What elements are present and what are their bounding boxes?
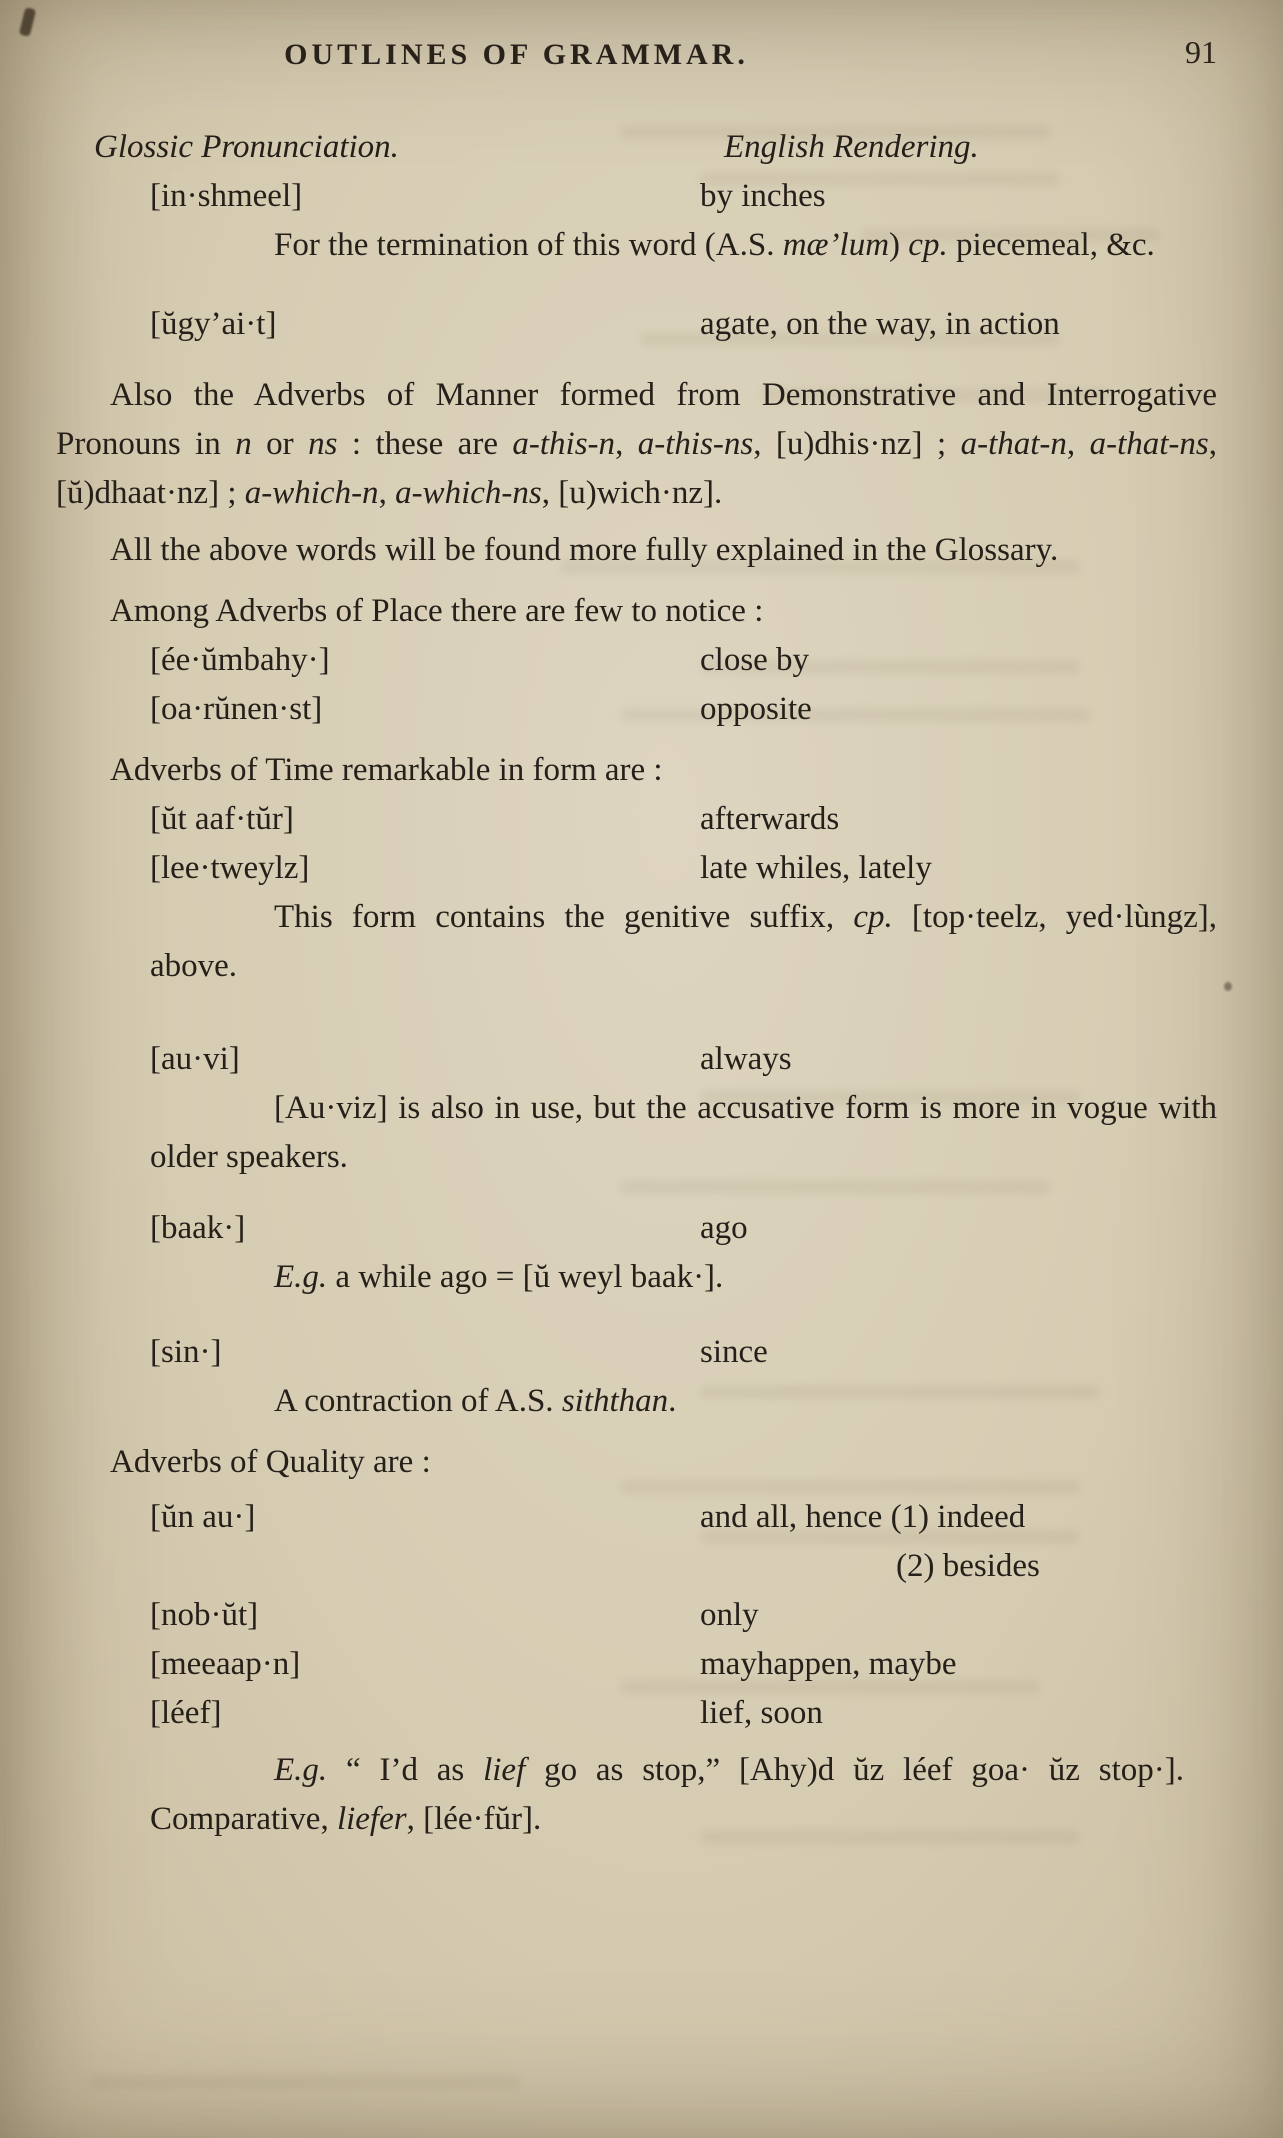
paragraph-adverbs-of-quality: Adverbs of Quality are : <box>110 1444 431 1480</box>
glossic-term: [nob·ŭt] <box>150 1597 259 1633</box>
entry-row-leef <box>56 1689 1217 1738</box>
glossic-term: [au·vi] <box>150 1041 240 1077</box>
glossic-term: [ŭgy’ai·t] <box>150 306 277 342</box>
glossic-term: [oa·rŭnen·st] <box>150 691 323 727</box>
english-rendering: ago <box>700 1210 748 1246</box>
note-auviz: [Au·viz] is also in use, but the accusative form is more in vogue with older speakers. <box>150 1090 1217 1175</box>
english-rendering: close by <box>700 642 810 678</box>
note-genitive-suffix: This form contains the genitive suffix, cp. [top·teelz, yed·lùngz], above. <box>150 899 1218 984</box>
paragraph-adverbs-of-place: Among Adverbs of Place there are few to notice : <box>110 593 764 629</box>
glossic-term: [ŭt aaf·tŭr] <box>150 801 294 837</box>
column-headings <box>56 123 1217 172</box>
entry-row-meeaapn <box>56 1640 1217 1689</box>
paragraph-adverbs-of-manner: Also the Adverbs of Manner formed from Demonstrative and Interrogative Pronouns in n or ns : these are a-this-n, a-this-ns, [u)dhis·nz] ; a-that-n, a-that-ns, [ŭ)dhaat·nz] ; a-which-n, a-which-ns, [u)wich·nz]. <box>56 377 1218 511</box>
glossic-term: [léef] <box>150 1695 222 1731</box>
english-rendering: mayhappen, maybe <box>700 1646 957 1682</box>
english-rendering: by inches <box>700 178 826 214</box>
entry-row-auvi <box>56 1035 1217 1084</box>
ink-dot <box>1224 982 1232 991</box>
glossic-term: [baak·] <box>150 1210 246 1246</box>
running-head <box>56 34 1217 75</box>
entry-row-utaaftur <box>56 795 1217 844</box>
note-contraction: A contraction of A.S. siththan. <box>274 1383 677 1419</box>
english-column-heading: English Rendering. <box>724 129 979 165</box>
english-rendering: opposite <box>700 691 812 727</box>
glossic-term: [ée·ŭmbahy·] <box>150 642 330 678</box>
entry-row-baak <box>56 1204 1217 1253</box>
english-rendering: since <box>700 1334 768 1370</box>
english-rendering: agate, on the way, in action <box>700 306 1060 342</box>
glossic-term: [lee·tweylz] <box>150 850 310 886</box>
english-rendering: only <box>700 1597 759 1633</box>
glossic-column-heading: Glossic Pronunciation. <box>94 129 399 165</box>
entry-row-unau <box>56 1493 1217 1591</box>
english-rendering: lief, soon <box>700 1695 823 1731</box>
english-rendering: always <box>700 1041 792 1077</box>
page-title: OUTLINES OF GRAMMAR. <box>284 38 749 71</box>
english-rendering-line2: (2) besides <box>896 1548 1040 1584</box>
note-example-lief: E.g. “ I’d as lief go as stop,” [Ahy)d ŭz léef goa· ŭz stop·]. Comparative, liefer, [lée·fŭr]. <box>150 1752 1217 1837</box>
entry-row-inshmeel <box>56 172 1217 221</box>
glossic-term: [ŭn au·] <box>150 1499 256 1535</box>
english-rendering: afterwards <box>700 801 840 837</box>
english-rendering-line1: and all, hence (1) indeed <box>700 1499 1026 1535</box>
entry-row-oarunenst <box>56 685 1217 734</box>
entry-row-nobut <box>56 1591 1217 1640</box>
glossic-term: [meeaap·n] <box>150 1646 301 1682</box>
glossic-term: [sin·] <box>150 1334 222 1370</box>
english-rendering <box>700 1493 1217 1591</box>
page-header <box>56 34 1217 75</box>
note-termination: For the termination of this word (A.S. mæ’lum) cp. piecemeal, &c. <box>274 227 1155 263</box>
english-rendering: late whiles, lately <box>700 850 932 886</box>
note-example-ago: E.g. a while ago = [ŭ weyl baak·]. <box>274 1259 724 1295</box>
paragraph-adverbs-of-time: Adverbs of Time remarkable in form are : <box>110 752 663 788</box>
paragraph-glossary: All the above words will be found more fully explained in the Glossary. <box>110 532 1059 568</box>
entry-row-leetweylz <box>56 844 1217 893</box>
entry-row-ugyait <box>56 300 1217 349</box>
entry-row-eeumbahy <box>56 636 1217 685</box>
entry-row-sin <box>56 1328 1217 1377</box>
glossic-term: [in·shmeel] <box>150 178 303 214</box>
page-number: 91 <box>1185 34 1217 70</box>
